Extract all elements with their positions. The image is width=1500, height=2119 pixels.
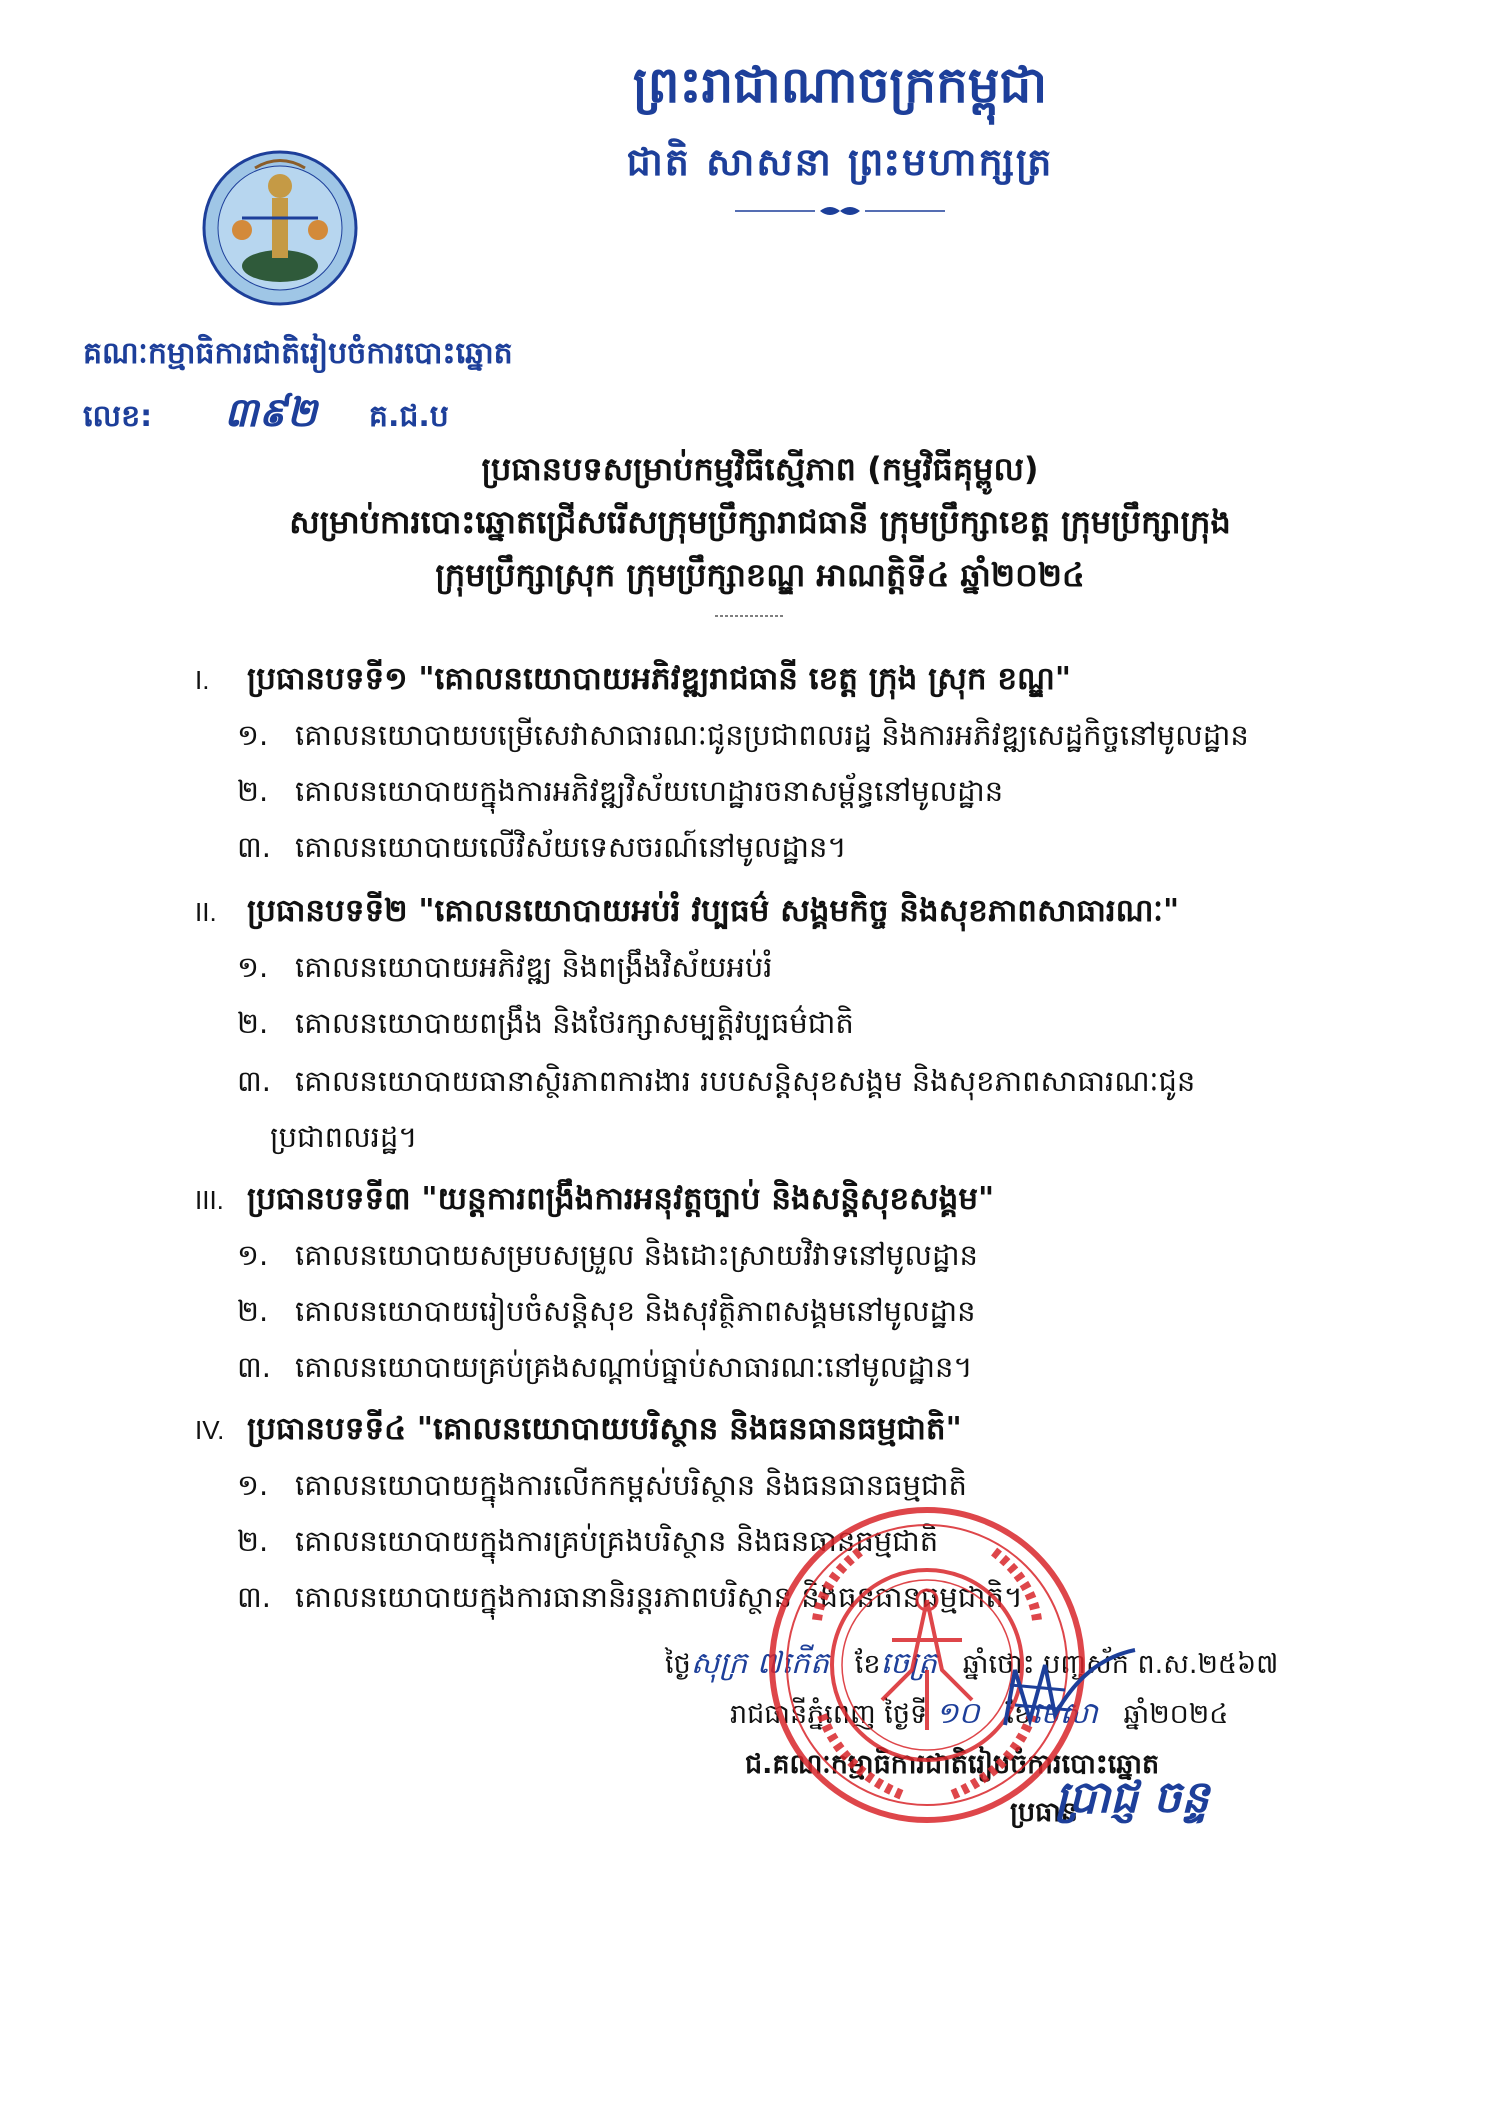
section-heading-1: I. ប្រធានបទទី១ "គោលនយោបាយអភិវឌ្ឍរាជធានី ខេត្ត ក្រុង ស្រុក ខណ្ឌ" [195,661,1072,697]
nec-logo-icon [200,138,360,318]
list-item: ២. គោលនយោបាយក្នុងការអភិវឌ្ឍវិស័យហេដ្ឋារចនាសម្ព័ន្ធនៅមូលដ្ឋាន [237,774,1004,808]
motto-ornament [735,203,945,219]
signer-name: ប្រាជ្ញ ចន្ទ [1055,1772,1210,1823]
signature-mark [985,1630,1155,1740]
list-item: ១. គោលនយោបាយក្នុងការលើកកម្ពស់បរិស្ថាន និងធនធានធម្មជាតិ [237,1468,967,1502]
list-item: ៣. គោលនយោបាយលើវិស័យទេសចរណ៍នៅមូលដ្ឋាន។ [237,830,847,864]
solar-day: ១០ [935,1696,980,1731]
reference-number: ៣៩២ [224,389,317,436]
solar-month: មេសា [1031,1696,1098,1731]
title-divider [715,612,785,620]
signing-authority: ជ.គណៈកម្មាធិការជាតិរៀបចំការបោះឆ្នោត [745,1749,1160,1780]
lunar-date-line: ថ្ងៃសុក្រ ៧កើត ខែចេត្រ ឆ្នាំថោះ បញ្ចស័ក ព.ស.២៥៦៧ [665,1646,1279,1681]
list-item: ៣. គោលនយោបាយធានាស្ថិរភាពការងារ របបសន្តិសុខសង្គម និងសុខភាពសាធារណៈជូន [237,1064,1196,1098]
lunar-day: សុក្រ ៧កើត [690,1646,830,1681]
list-item: ៣. គោលនយោបាយក្នុងការធានានិរន្តរភាពបរិស្ថាន និងធនធានធម្មជាតិ។ [237,1580,1023,1614]
reference-suffix: គ.ជ.ប [368,399,449,434]
national-motto: ជាតិ សាសនា ព្រះមហាក្សត្រ [626,140,1054,184]
section-heading-3: III. ប្រធានបទទី៣ "យន្តការពង្រឹងការអនុវត្តច្បាប់ និងសន្តិសុខសង្គម" [195,1181,995,1217]
reference-number-line [83,387,449,446]
doc-title-line-3: ក្រុមប្រឹក្សាស្រុក ក្រុមប្រឹក្សាខណ្ឌ អាណត្តិទី៤ ឆ្នាំ២០២៤ [435,556,1085,594]
doc-title-line-1: ប្រធានបទសម្រាប់កម្មវិធីស្មើភាព (កម្មវិធីគុម្ពូល) [481,450,1039,488]
list-item: ៣. គោលនយោបាយគ្រប់គ្រងសណ្តាប់ធ្នាប់សាធារណៈនៅមូលដ្ឋាន។ [237,1350,973,1384]
signer-position: ប្រធាន [1010,1797,1079,1828]
solar-date-line: រាជធានីភ្នំពេញ ថ្ងៃទី ១០ ខែមេសា ឆ្នាំ២០២៤ [730,1696,1229,1731]
list-item: ១. គោលនយោបាយសម្របសម្រួល និងដោះស្រាយវិវាទនៅមូលដ្ឋាន [237,1238,978,1272]
section-heading-2: II. ប្រធានបទទី២ "គោលនយោបាយអប់រំ វប្បធម៌ សង្គមកិច្ច និងសុខភាពសាធារណៈ" [195,893,1180,929]
list-item: ២. គោលនយោបាយរៀបចំសន្តិសុខ និងសុវត្ថិភាពសង្គមនៅមូលដ្ឋាន [237,1294,976,1328]
list-item: ២. គោលនយោបាយក្នុងការគ្រប់គ្រងបរិស្ថាន និងធនធានធម្មជាតិ [237,1524,939,1558]
section-heading-4: IV. ប្រធានបទទី៤ "គោលនយោបាយបរិស្ថាន និងធនធានធម្មជាតិ" [195,1411,962,1447]
reference-label: លេខ: [83,399,153,434]
list-item: ១. គោលនយោបាយបម្រើសេវាសាធារណៈជូនប្រជាពលរដ្ឋ និងការអភិវឌ្ឍសេដ្ឋកិច្ចនៅមូលដ្ឋាន [237,718,1249,752]
list-item-continuation: ប្រជាពលរដ្ឋ។ [270,1120,418,1154]
list-item: ២. គោលនយោបាយពង្រឹង និងថែរក្សាសម្បត្តិវប្បធម៌ជាតិ [237,1006,854,1040]
list-item: ១. គោលនយោបាយអភិវឌ្ឍ និងពង្រឹងវិស័យអប់រំ [237,950,773,984]
issuing-authority: គណៈកម្មាធិការជាតិរៀបចំការបោះឆ្នោត [83,336,513,371]
kingdom-title: ព្រះរាជាណាចក្រកម្ពុជា [632,56,1048,114]
lunar-month: ចេត្រ [880,1646,938,1681]
doc-title-line-2: សម្រាប់ការបោះឆ្នោតជ្រើសរើសក្រុមប្រឹក្សារាជធានី ក្រុមប្រឹក្សាខេត្ត ក្រុមប្រឹក្សាក្រុង [289,503,1231,541]
